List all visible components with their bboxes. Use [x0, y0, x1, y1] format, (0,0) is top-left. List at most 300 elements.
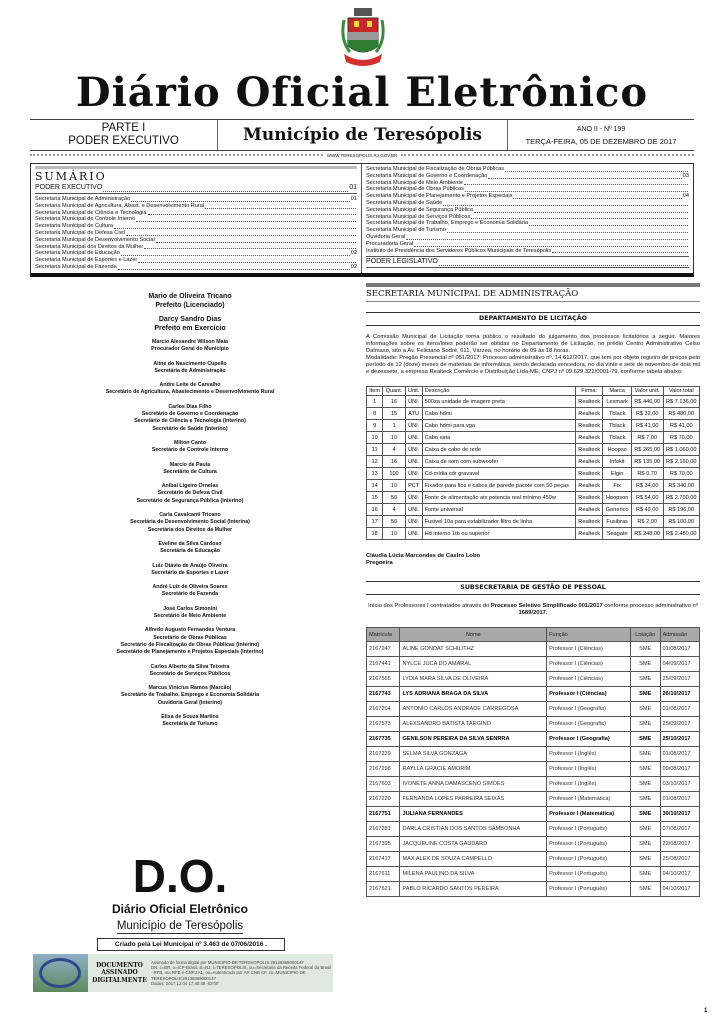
table-cell: 2167239	[367, 747, 400, 762]
website-link[interactable]: WWW.TERESOPOLIS.RJ.GOV.BR	[326, 152, 398, 158]
leader-dots	[471, 218, 688, 219]
table-cell: 16	[367, 504, 383, 516]
leader-dots	[552, 252, 688, 253]
table-cell: Realteck	[575, 432, 602, 444]
official-title: Secretária de Administração	[154, 367, 226, 374]
table-cell: Professor I (Português)	[547, 837, 631, 852]
do-mark: D.O.	[132, 850, 228, 902]
staff-table	[366, 627, 700, 897]
table-cell: 09/08/2017	[660, 762, 699, 777]
official-title: Secretária dos Direitos da Mulher	[147, 526, 233, 533]
column-header: Função	[547, 628, 631, 642]
table-cell: 1	[367, 396, 383, 408]
summary-item[interactable]	[366, 180, 689, 187]
official-name: José Carlos Simonini	[163, 605, 217, 612]
summary-item-page: 02	[350, 263, 357, 270]
official-name: Darcy Sandro Dias	[158, 316, 222, 323]
table-cell: UNI.	[405, 528, 422, 540]
table-cell: 13	[367, 468, 383, 480]
table-cell: 15	[367, 492, 383, 504]
summary-item-label: Secretaria Municipal de Saúde	[366, 199, 443, 206]
official-title: Secretária de Turismo	[162, 721, 218, 728]
summary-right-column	[362, 164, 693, 273]
table-cell: 30/10/2017	[660, 807, 699, 822]
leader-dots	[474, 212, 688, 213]
official-entry	[60, 685, 320, 707]
official-name: Anibal Ligeiro Ornelas	[161, 483, 219, 490]
summary-item-label: Instituto de Previdência dos Servidores Públicos Municipais de Teresópolis	[366, 247, 552, 254]
table-cell: Hd interno 1tb ou superior	[422, 528, 575, 540]
official-name: Eveline da Silva Cardoso	[158, 540, 222, 547]
official-name: Marcio Alexandre Wilson Maia	[152, 339, 228, 345]
table-cell: 2167621	[367, 882, 400, 897]
do-subtitle: Município de Teresópolis	[116, 920, 244, 932]
table-cell: 2167247	[367, 642, 400, 657]
table-cell: 01/08/2017	[660, 792, 699, 807]
official-entry	[60, 664, 320, 679]
summary-item-label: Secretaria Municipal de Cultura	[35, 223, 114, 230]
table-cell: Tblack	[603, 432, 631, 444]
official-title: Secretário de Esportes e Lazer	[151, 569, 229, 576]
official-entry	[60, 512, 320, 534]
do-logo	[60, 850, 300, 934]
official-entry	[60, 382, 320, 397]
table-cell: UNI.	[405, 516, 422, 528]
dotted-rule	[30, 154, 323, 156]
table-cell: 2167743	[367, 687, 400, 702]
table-cell: SME	[630, 732, 660, 747]
table-cell: IVONETE ANNA DAMASCENO SIMOES	[400, 777, 547, 792]
subsecretariat-heading: SUBSECRETARIA DE GESTÃO DE PESSOAL	[366, 581, 700, 595]
bid-results-table	[366, 386, 700, 540]
table-cell: 2167281	[367, 822, 400, 837]
table-cell: 100	[383, 468, 405, 480]
table-cell: MAX ALEX DE SOUZA CAMPELLO	[400, 852, 547, 867]
table-cell: Hoopson	[603, 492, 631, 504]
summary-item-label: Secretaria Municipal de Governo e Coordenação	[366, 172, 488, 179]
table-cell: R$ 340,00	[663, 480, 699, 492]
summary-item[interactable]	[366, 166, 689, 173]
table-cell: Realteck	[575, 468, 602, 480]
official-title: Secretário de Planejamento e Projetos Especiais (Interino)	[116, 649, 264, 656]
official-title: Secretário de Trabalho, Emprego e Economia Solidária	[120, 692, 260, 699]
summary-item-label: Secretaria Municipal de Meio Ambiente	[366, 179, 464, 186]
table-cell: 10	[383, 480, 405, 492]
table-cell: UNI.	[405, 396, 422, 408]
summary-item-label: Secretaria Municipal de Controle Interno	[35, 216, 136, 223]
leader-dots	[529, 225, 688, 226]
table-cell: 03/10/2017	[660, 777, 699, 792]
official-title: Secretário de Defesa Civil	[157, 490, 223, 497]
table-row	[367, 792, 700, 807]
table-cell: Seagate	[603, 528, 631, 540]
table-cell: Fix	[603, 480, 631, 492]
table-cell: Professor I (Geografia)	[547, 702, 631, 717]
table-cell: R$ 70,00	[663, 468, 699, 480]
column-header: Firma:	[575, 387, 602, 396]
table-cell: DARLA CRISTIAN DOS SANTOS SAMBONHA	[400, 822, 547, 837]
table-cell: UNI.	[405, 504, 422, 516]
summary-legislative[interactable]	[366, 256, 689, 268]
official-name: Mario de Oliveira Tricano	[148, 293, 232, 300]
summary-item[interactable]	[366, 193, 689, 200]
table-cell: ANTONIO CARLOS ANDRADE CARREGOSA	[400, 702, 547, 717]
power-label: PODER EXECUTIVO	[68, 135, 179, 147]
column-header: Lotação	[630, 628, 660, 642]
summary-item-label: Secretaria Municipal de Educação	[35, 250, 120, 257]
digital-signature-stamp	[33, 954, 333, 992]
table-row	[367, 717, 700, 732]
official-title: Secretário de Controle Interno	[151, 447, 229, 454]
table-cell: PABLO RICARDO SANTOS PEREIRA	[400, 882, 547, 897]
table-cell: UNI.	[405, 468, 422, 480]
table-row	[367, 504, 700, 516]
table-cell: Professor I (Matemática)	[547, 807, 631, 822]
table-cell: 04/09/2017	[660, 657, 699, 672]
summary-box	[30, 163, 694, 277]
table-row	[367, 822, 700, 837]
table-cell: 18	[367, 528, 383, 540]
table-cell: SME	[630, 807, 660, 822]
official-title: Secretário de Fiscalização de Obras Públicas (Interino)	[120, 641, 260, 648]
table-cell: 25/08/2017	[660, 852, 699, 867]
summary-item[interactable]	[366, 214, 689, 221]
table-cell: SME	[630, 747, 660, 762]
summary-item[interactable]	[35, 237, 357, 244]
table-cell: Professor I (Ciências)	[547, 642, 631, 657]
table-cell: 10	[383, 432, 405, 444]
table-cell: FERNANDA LOPES PARREIRA SEIXAS	[400, 792, 547, 807]
leader-dots	[414, 246, 688, 247]
table-row	[367, 468, 700, 480]
summary-item[interactable]	[366, 241, 689, 248]
leader-dots	[156, 242, 356, 243]
table-cell: R$ 265,00	[631, 444, 663, 456]
table-cell: R$ 196,00	[663, 504, 699, 516]
column-header: Admissão	[660, 628, 699, 642]
table-cell: 2167611	[367, 867, 400, 882]
table-row	[367, 657, 700, 672]
table-cell: Professor I (Matemática)	[547, 792, 631, 807]
official-entry	[60, 440, 320, 455]
summary-item-label: PODER EXECUTIVO	[35, 184, 103, 191]
leader-dots	[144, 248, 356, 249]
summary-executive[interactable]	[35, 183, 357, 194]
table-cell: 2167751	[367, 807, 400, 822]
table-cell: SME	[630, 777, 660, 792]
table-cell: R$ 1.060,00	[663, 444, 699, 456]
table-cell: R$ 2.700,00	[663, 492, 699, 504]
table-cell: MILENA PAULINO DA SILVA	[400, 867, 547, 882]
edition-date: TERÇA-FEIRA, 05 DE DEZEMBRO DE 2017	[525, 137, 677, 146]
table-cell: UNI.	[405, 444, 422, 456]
summary-item[interactable]	[35, 223, 357, 230]
table-row	[367, 702, 700, 717]
official-name: Carlos Dias Filho	[168, 403, 212, 410]
table-cell: 16	[383, 456, 405, 468]
table-cell: 01/08/2017	[660, 642, 699, 657]
municipality-name: Município de Teresópolis	[218, 120, 508, 150]
official-name: Milton Canto	[173, 439, 207, 446]
leader-dots	[505, 171, 688, 172]
table-cell: 25/09/2017	[660, 717, 699, 732]
table-row	[367, 420, 700, 432]
official-entry	[60, 584, 320, 599]
table-cell: Realteck	[575, 420, 602, 432]
department-heading: DEPARTAMENTO DE LICITAÇÃO	[366, 312, 700, 326]
official-title: Secretário de Serviços Públicos	[149, 670, 231, 677]
summary-item[interactable]	[35, 264, 357, 271]
table-cell: SELMA SILVA GONZAGA	[400, 747, 547, 762]
table-cell: 25/10/2017	[660, 732, 699, 747]
leader-dots	[488, 178, 681, 179]
table-cell: R$ 480,00	[663, 408, 699, 420]
table-cell: R$ 49,00	[631, 504, 663, 516]
column-header: Valor total	[663, 387, 699, 396]
summary-item-label: Secretaria Municipal de Segurança Pública	[366, 206, 473, 213]
table-cell: 07/08/2017	[660, 822, 699, 837]
table-cell: Infokit	[603, 456, 631, 468]
column-header: Item	[367, 387, 383, 396]
summary-item[interactable]	[35, 230, 357, 237]
summary-item-label: PODER LEGISLATIVO	[366, 258, 438, 266]
table-cell: 01/08/2017	[660, 702, 699, 717]
summary-item[interactable]	[366, 207, 689, 214]
table-cell: 2167441	[367, 657, 400, 672]
table-cell: Realteck	[575, 396, 602, 408]
leader-dots	[118, 269, 350, 270]
table-cell: R$ 2,00	[631, 516, 663, 528]
table-cell: 2167298	[367, 762, 400, 777]
table-cell: Fixador para fios e cabos de parede pacote com 50 peças	[422, 480, 575, 492]
do-title: Diário Oficial Eletrônico	[111, 902, 249, 916]
table-cell: Cabo hdmi	[422, 408, 575, 420]
table-cell: 2167220	[367, 792, 400, 807]
official-entry	[60, 563, 320, 578]
official-title: Secretária de Desenvolvimento Social (Interina)	[130, 519, 250, 526]
summary-item-label: Secretaria Municipal de Esportes e Lazer	[35, 257, 138, 264]
official-title: Secretário de Fazenda	[161, 591, 219, 598]
summary-item[interactable]	[366, 227, 689, 234]
summary-item[interactable]	[35, 203, 357, 210]
table-cell: Realteck	[575, 480, 602, 492]
official-name: Marcio de Paula	[169, 461, 211, 468]
summary-item[interactable]	[366, 248, 689, 255]
table-cell: Professor I (Geografia)	[547, 732, 631, 747]
section-heading: SECRETARIA MUNICIPAL DE ADMINISTRAÇÃO	[366, 283, 700, 302]
signature-block	[366, 553, 716, 567]
leader-dots	[513, 198, 681, 199]
summary-item[interactable]	[35, 210, 357, 217]
summary-item[interactable]	[35, 250, 357, 257]
table-row	[367, 642, 700, 657]
summary-item[interactable]	[366, 200, 689, 207]
table-cell: SME	[630, 672, 660, 687]
table-cell: 1	[383, 420, 405, 432]
official-title: Secretária de Educação	[160, 548, 220, 555]
table-row	[367, 747, 700, 762]
summary-item-page: 03	[682, 172, 689, 179]
table-cell: Realteck	[575, 504, 602, 516]
table-cell: Professor I (Inglês)	[547, 747, 631, 762]
signature-details: Assinado de forma digital por MUNICIPIO DE TERESOPOLIS:29138369000147 DN: c=BR, o=ICP-Brasil, st=RJ, l=TERESOPOLIS, ou=Secretaria da Receita Federal do Brasil - RFB, ou=RFB e-CNPJ A1, ou=Autenticado por AR CNB CF, cn=MUNICIPIO DE TERESOPOLIS:29138369000147 Dados: 2017.12.04 17:40:38 -02'00'	[151, 959, 332, 986]
leader-dots	[447, 232, 688, 233]
table-row	[367, 492, 700, 504]
official-entry	[60, 339, 320, 354]
table-cell: Professor I (Ciências)	[547, 657, 631, 672]
table-cell: 2167395	[367, 837, 400, 852]
official-title: Secretário de Ciência e Tecnologia (Interino)	[134, 418, 246, 425]
table-cell: SME	[630, 657, 660, 672]
official-title: Secretário de Saúde (Interino)	[152, 425, 228, 432]
table-cell: 15	[383, 408, 405, 420]
summary-item[interactable]	[366, 220, 689, 227]
table-cell: 22/08/2017	[660, 837, 699, 852]
table-cell: 10	[367, 432, 383, 444]
official-entry	[60, 316, 320, 333]
table-cell: 50	[383, 516, 405, 528]
official-entry	[60, 541, 320, 556]
official-title: Secretário de Agricultura, Abastecimento e Desenvolvimento Rural	[105, 389, 275, 396]
masthead-row	[30, 120, 694, 150]
table-cell: 16	[383, 396, 405, 408]
official-name: Aline do Nascimento Cupello	[153, 360, 227, 367]
summary-item-label: Secretaria Municipal de Serviços Públicos	[366, 213, 471, 220]
official-entry	[60, 627, 320, 656]
summary-item-label: Secretaria Municipal dos Direitos da Mulher	[35, 243, 144, 250]
official-title: Ouvidoria Geral (Interino)	[157, 699, 223, 706]
table-cell: Hoopso	[603, 444, 631, 456]
table-row	[367, 396, 700, 408]
official-entry	[60, 462, 320, 477]
table-cell: 10	[383, 528, 405, 540]
official-title: Prefeito em Exercício	[154, 324, 226, 332]
summary-item-page: 02	[350, 250, 357, 257]
official-title: Secretário de Cultura	[163, 468, 217, 475]
summary-item[interactable]	[35, 244, 357, 251]
official-name: Marcus Vinicius Ramos (Marcão)	[148, 685, 232, 692]
official-title: Secretário de Governo e Coordenação	[141, 411, 239, 418]
official-title: Secretário de Meio Ambiente	[153, 613, 227, 620]
table-row	[367, 528, 700, 540]
law-notice: Criado pela Lei Municipal nº 3.463 de 07/06/2016 .	[97, 938, 285, 951]
table-row	[367, 762, 700, 777]
page-number: 1	[704, 1008, 708, 1014]
table-cell: GENILSON PEREIRA DA SILVA SENRRA	[400, 732, 547, 747]
summary-item[interactable]	[366, 186, 689, 193]
summary-item[interactable]	[35, 216, 357, 223]
table-cell: NYLCE JUCA DO AMARAL	[400, 657, 547, 672]
table-row	[367, 408, 700, 420]
table-row	[367, 456, 700, 468]
table-cell: Tblack	[603, 408, 631, 420]
column-header: Nome	[400, 628, 547, 642]
leader-dots	[465, 191, 688, 192]
table-row	[367, 687, 700, 702]
table-cell: JACQUELINE COSTA GAUDARD	[400, 837, 547, 852]
summary-item[interactable]	[35, 257, 357, 264]
summary-item[interactable]	[366, 173, 689, 180]
summary-item[interactable]	[366, 234, 689, 241]
table-cell: R$ 2.160,00	[663, 456, 699, 468]
table-cell: 04/10/2017	[660, 882, 699, 897]
official-name: Andre Leite de Carvalho	[159, 382, 221, 389]
leader-dots	[126, 235, 356, 236]
summary-item-label: Secretaria Municipal de Desenvolvimento Social	[35, 236, 155, 243]
table-cell: UNI.	[405, 420, 422, 432]
table-cell: SME	[630, 792, 660, 807]
summary-item-page: 01	[350, 196, 357, 202]
table-row	[367, 432, 700, 444]
table-cell: Generico	[603, 504, 631, 516]
notice-paragraph: A Comissão Municipal de Licitação torna público o resultado do julgamento dos processos licitatórios a seguir. Maiores informações sobre os itens/lotes poderão ser obtidas no Departamento de Licitação, no prédio Centro Administrativo Celso Dalmaso, sito a Av. Feliciano Sodré, 611, Várzea, no horário de 09 às 18 horas.	[366, 334, 700, 354]
table-cell: 26/10/2017	[660, 687, 699, 702]
official-entry	[60, 404, 320, 433]
table-cell: Cabo hdmi para vga	[422, 420, 575, 432]
coat-of-arms-icon	[340, 6, 386, 70]
table-cell: 2167573	[367, 717, 400, 732]
table-cell: R$ 7.136,00	[663, 396, 699, 408]
leader-dots	[439, 265, 688, 266]
table-cell: UNI.	[405, 492, 422, 504]
column-header: Matrícula	[367, 628, 400, 642]
official-entry	[60, 606, 320, 621]
table-cell: R$ 248,00	[631, 528, 663, 540]
table-row	[367, 852, 700, 867]
table-cell: Professor I (Português)	[547, 822, 631, 837]
table-cell: 50	[383, 492, 405, 504]
table-row	[367, 516, 700, 528]
table-cell: Professor I (Inglês)	[547, 762, 631, 777]
table-row	[367, 837, 700, 852]
table-cell: 25/09/2017	[660, 672, 699, 687]
signer-role: Pregoeira	[366, 560, 393, 567]
summary-item[interactable]	[35, 196, 357, 203]
table-row	[367, 444, 700, 456]
table-cell: Realteck	[575, 456, 602, 468]
table-cell: 11	[367, 444, 383, 456]
column-header: Marca	[603, 387, 631, 396]
column-header: Valor unit.	[631, 387, 663, 396]
table-cell: 2167204	[367, 702, 400, 717]
table-cell: Elgin	[603, 468, 631, 480]
table-cell: Fonte universal	[422, 504, 575, 516]
part-label: PARTE I	[101, 122, 146, 134]
table-cell: 4	[383, 444, 405, 456]
official-name: Carlos Alberto da Silva Teixeira	[150, 663, 230, 670]
leader-dots	[131, 201, 350, 202]
official-title: Procurador Geral do Município	[151, 346, 229, 353]
table-cell: Realteck	[575, 492, 602, 504]
table-cell: RAYLLA GRACIE AMORIM	[400, 762, 547, 777]
table-row	[367, 672, 700, 687]
table-cell: Realteck	[575, 444, 602, 456]
table-row	[367, 732, 700, 747]
summary-title: SUMÁRIO	[35, 166, 357, 183]
signature-label: DOCUMENTO ASSINADO DIGITALMENTE	[92, 961, 147, 984]
column-header: Unit.	[405, 387, 422, 396]
table-row	[367, 882, 700, 897]
table-cell: 17	[367, 516, 383, 528]
table-cell: R$ 41,00	[631, 420, 663, 432]
table-cell: Cd-mídia cdr gravavel	[422, 468, 575, 480]
table-cell: 4	[383, 504, 405, 516]
table-cell: 2167417	[367, 852, 400, 867]
table-cell: Caixa de som com subwoofer	[422, 456, 575, 468]
main-content	[366, 283, 716, 897]
summary-item-label: Secretaria Municipal de Fazenda	[35, 263, 117, 270]
table-cell: Fonte de alimentação atx potencia real mínimo 450w	[422, 492, 575, 504]
